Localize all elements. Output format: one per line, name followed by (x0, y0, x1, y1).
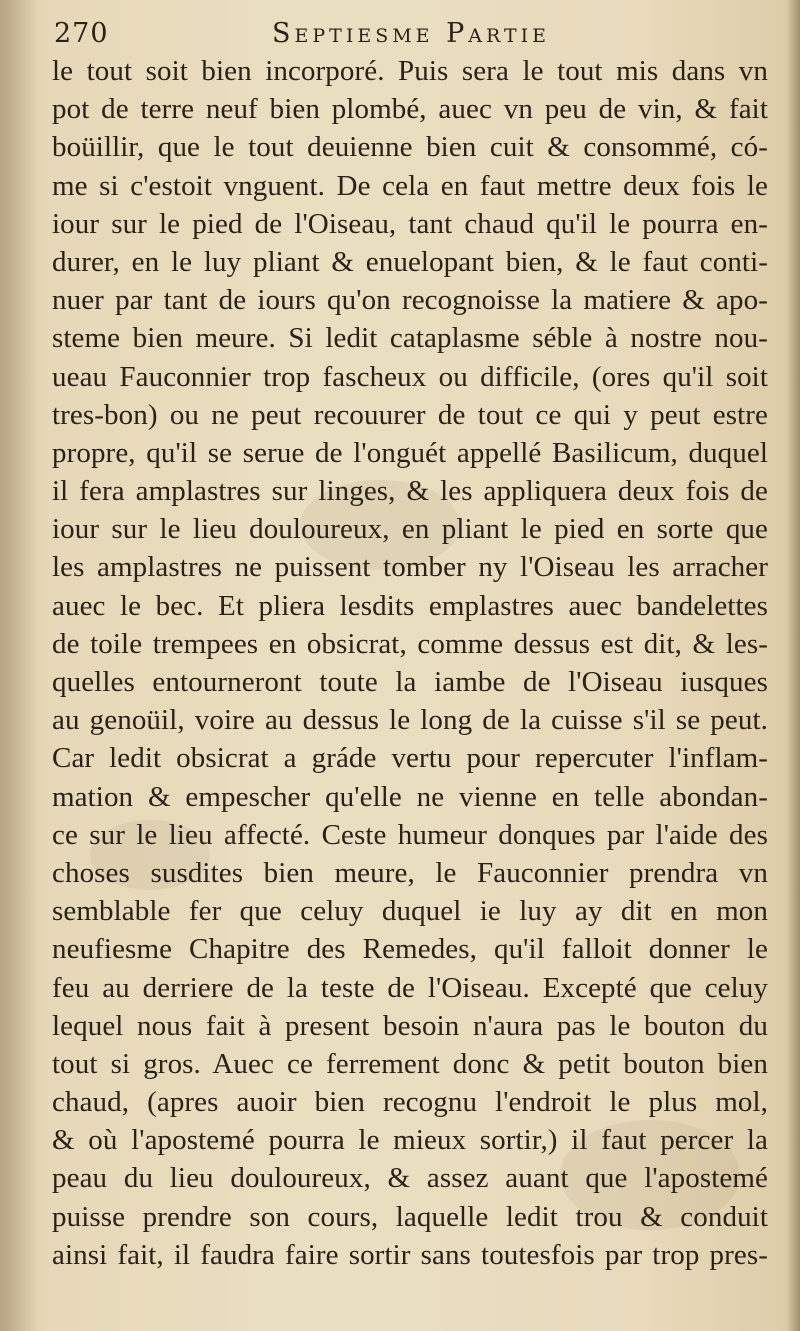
text-line: Car ledit obsicrat a gráde vertu pour repercuter l'inflam- (52, 742, 768, 775)
text-line: tres-bon) ou ne peut recouurer de tout ce qui y peut estre (52, 398, 768, 431)
text-line: le tout soit bien incorporé. Puis sera le tout mis dans vn (52, 55, 768, 87)
text-line: & où l'apostemé pourra le mieux sortir,) il faut percer la (52, 1124, 768, 1157)
page-number: 270 (54, 18, 109, 49)
text-line: iour sur le lieu douloureux, en pliant le pied en sorte que (52, 513, 768, 546)
page-header (54, 14, 754, 54)
text-line: durer, en le luy pliant & enuelopant bien, & le faut conti- (52, 245, 768, 278)
text-line: iour sur le pied de l'Oiseau, tant chaud qu'il le pourra en- (52, 207, 768, 240)
text-line: steme bien meure. Si ledit cataplasme séble à nostre nou- (52, 322, 768, 355)
text-line: feu au derriere de la teste de l'Oiseau. Excepté que celuy (52, 971, 768, 1004)
text-line: choses susdites bien meure, le Fauconnier prendra vn (52, 856, 768, 889)
text-line: auec le bec. Et pliera lesdits emplastres auec bandelettes (52, 589, 768, 622)
text-line: ainsi fait, il faudra faire sortir sans toutesfois par trop pres- (52, 1238, 768, 1271)
text-line: mation & empescher qu'elle ne vienne en telle abondan- (52, 780, 768, 813)
text-line: semblable fer que celuy duquel ie luy ay dit en mon (52, 895, 768, 928)
text-line: peau du lieu douloureux, & assez auant que l'apostemé (52, 1162, 768, 1195)
text-line: quelles entourneront toute la iambe de l'Oiseau iusques (52, 666, 768, 698)
text-line: de toile trempees en obsicrat, comme dessus est dit, & les- (52, 627, 768, 660)
text-line: tout si gros. Auec ce ferrement donc & petit bouton bien (52, 1047, 768, 1080)
text-line: ueau Fauconnier trop fascheux ou difficile, (ores qu'il soit (52, 360, 768, 393)
text-line: nuer par tant de iours qu'on recognoisse la matiere & apo- (52, 284, 768, 317)
text-line: au genoüil, voire au dessus le long de la cuisse s'il se peut. (52, 704, 768, 737)
text-line: boüillir, que le tout deuienne bien cuit & consommé, có- (52, 131, 768, 164)
text-line: chaud, (apres auoir bien recognu l'endroit le plus mol, (52, 1086, 768, 1119)
text-line: propre, qu'il se serue de l'onguét appellé Basilicum, duquel (52, 436, 768, 469)
text-line: me si c'estoit vnguent. De cela en faut mettre deux fois le (52, 169, 768, 202)
body-text (52, 52, 768, 1274)
text-line: lequel nous fait à present besoin n'aura pas le bouton du (52, 1009, 768, 1042)
text-line: neufiesme Chapitre des Remedes, qu'il falloit donner le (52, 933, 768, 966)
text-line: ce sur le lieu affecté. Ceste humeur donques par l'aide des (52, 818, 768, 851)
text-line: pot de terre neuf bien plombé, auec vn peu de vin, & fait (52, 93, 768, 126)
text-line: il fera amplastres sur linges, & les appliquera deux fois de (52, 475, 768, 508)
running-head: Septiesme Partie (272, 18, 551, 49)
text-line: puisse prendre son cours, laquelle ledit trou & conduit (52, 1200, 768, 1233)
text-line: les amplastres ne puissent tomber ny l'Oiseau les arracher (52, 551, 768, 584)
